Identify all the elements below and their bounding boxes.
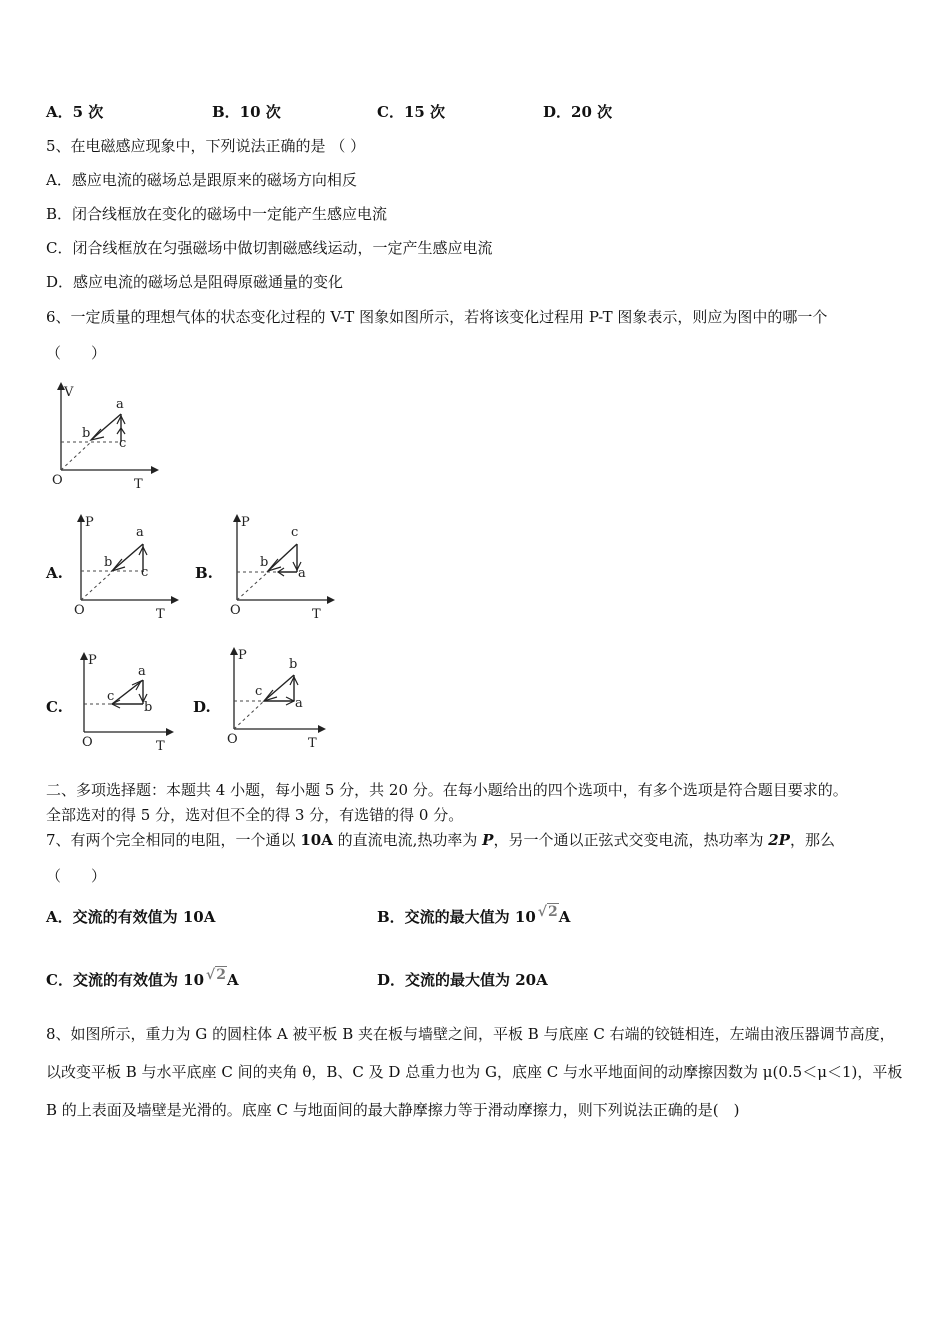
q7-stem: 7、有两个完全相同的电阻，一个通以 10A 的直流电流,热功率为 P，另一个通以正弦式交变电流，热功率为 2P，那么 xyxy=(46,831,835,849)
option-c-top-point: a xyxy=(138,664,146,679)
q5-stem: 5、在电磁感应现象中，下列说法正确的是 （ ） xyxy=(46,137,366,155)
q6-option-d-graph xyxy=(220,645,340,755)
q6-main-vt-graph xyxy=(46,380,166,490)
option-c-x-axis: T xyxy=(156,739,165,754)
q6-option-c-graph xyxy=(72,650,192,755)
option-b-top-point: c xyxy=(291,525,299,540)
main-point-c: c xyxy=(119,436,127,451)
option-c-left-point: c xyxy=(107,689,115,704)
q6-option-b-label: B. xyxy=(195,564,213,582)
option-d-origin: O xyxy=(227,732,238,747)
option-c-bottom-point: b xyxy=(144,700,153,715)
sqrt-icon: √2 xyxy=(206,967,226,983)
q7-option-a: A．交流的有效值为 10A xyxy=(46,908,216,926)
q6-option-c-label: C. xyxy=(46,698,63,716)
section2-line1: 二、多项选择题：本题共 4 小题，每小题 5 分，共 20 分。在每小题给出的四个选项中，有多个选项是符合题目要求的。 xyxy=(46,781,848,799)
option-a-top-point: a xyxy=(136,525,144,540)
option-d-bottom-point: a xyxy=(295,696,303,711)
q4-option-a: A．5 次 xyxy=(46,103,104,121)
q7-option-c: C．交流的有效值为 10 √2A xyxy=(46,967,239,989)
option-a-y-axis: P xyxy=(85,515,94,530)
q7-option-d: D．交流的最大值为 20A xyxy=(377,971,548,989)
option-b-x-axis: T xyxy=(312,607,321,622)
option-a-x-axis: T xyxy=(156,607,165,622)
q5-option-b: B．闭合线框放在变化的磁场中一定能产生感应电流 xyxy=(46,205,388,223)
q5-option-d: D．感应电流的磁场总是阻碍原磁通量的变化 xyxy=(46,273,344,291)
main-point-a: a xyxy=(116,397,124,412)
option-d-left-point: c xyxy=(255,684,263,699)
q4-option-d: D．20 次 xyxy=(543,103,613,121)
q5-option-c: C．闭合线框放在匀强磁场中做切割磁感线运动，一定产生感应电流 xyxy=(46,239,493,257)
option-c-y-axis: P xyxy=(88,653,97,668)
q6-option-d-label: D. xyxy=(193,698,211,716)
q4-option-c: C．15 次 xyxy=(377,103,446,121)
option-b-left-point: b xyxy=(260,555,269,570)
q6-blank: （ ） xyxy=(46,344,107,362)
q6-option-a-label: A. xyxy=(46,564,63,582)
q7-option-b: B．交流的最大值为 10 √2A xyxy=(377,904,571,926)
q6-option-a-graph xyxy=(66,512,186,624)
option-a-left-point: b xyxy=(104,555,113,570)
main-point-b: b xyxy=(82,426,91,441)
q6-option-b-graph xyxy=(222,512,342,624)
option-d-top-point: b xyxy=(289,657,298,672)
sqrt-icon: √2 xyxy=(537,904,558,920)
main-origin-label: O xyxy=(52,473,63,488)
option-b-origin: O xyxy=(230,603,241,618)
q8-text: 8、如图所示，重力为 G 的圆柱体 A 被平板 B 夹在板与墙壁之间，平板 B 与底座 C 右端的铰链相连，左端由液压器调节高度，以改变平板 B 与水平底座 C 间的夹角 θ，B、C 及 D 总重力也为 G，底座 C 与水平地面间的动摩擦因数为 μ(0.5＜μ＜1)，平板 B 的上表面及墙壁是光滑的。底座 C 与地面间的最大静摩擦力等于滑动摩擦力，则下列说法正确的是( ) xyxy=(46,1025,903,1119)
q4-option-b: B．10 次 xyxy=(212,103,281,121)
section2-line2: 全部选对的得 5 分，选对但不全的得 3 分，有选错的得 0 分。 xyxy=(46,806,464,824)
main-y-axis-label: V xyxy=(64,385,74,400)
q5-option-a: A．感应电流的磁场总是跟原来的磁场方向相反 xyxy=(46,171,357,189)
option-b-y-axis: P xyxy=(241,515,250,530)
q6-stem: 6、一定质量的理想气体的状态变化过程的 V-T 图象如图所示，若将该变化过程用 P-T 图象表示，则应为图中的哪一个 xyxy=(46,308,828,326)
option-c-origin: O xyxy=(82,735,93,750)
q7-blank: （ ） xyxy=(46,867,107,885)
main-x-axis-label: T xyxy=(134,477,143,492)
option-a-origin: O xyxy=(74,603,85,618)
option-d-y-axis: P xyxy=(238,648,247,663)
option-a-bottom-point: c xyxy=(141,565,149,580)
option-d-x-axis: T xyxy=(308,736,317,751)
option-b-bottom-point: a xyxy=(298,566,306,581)
